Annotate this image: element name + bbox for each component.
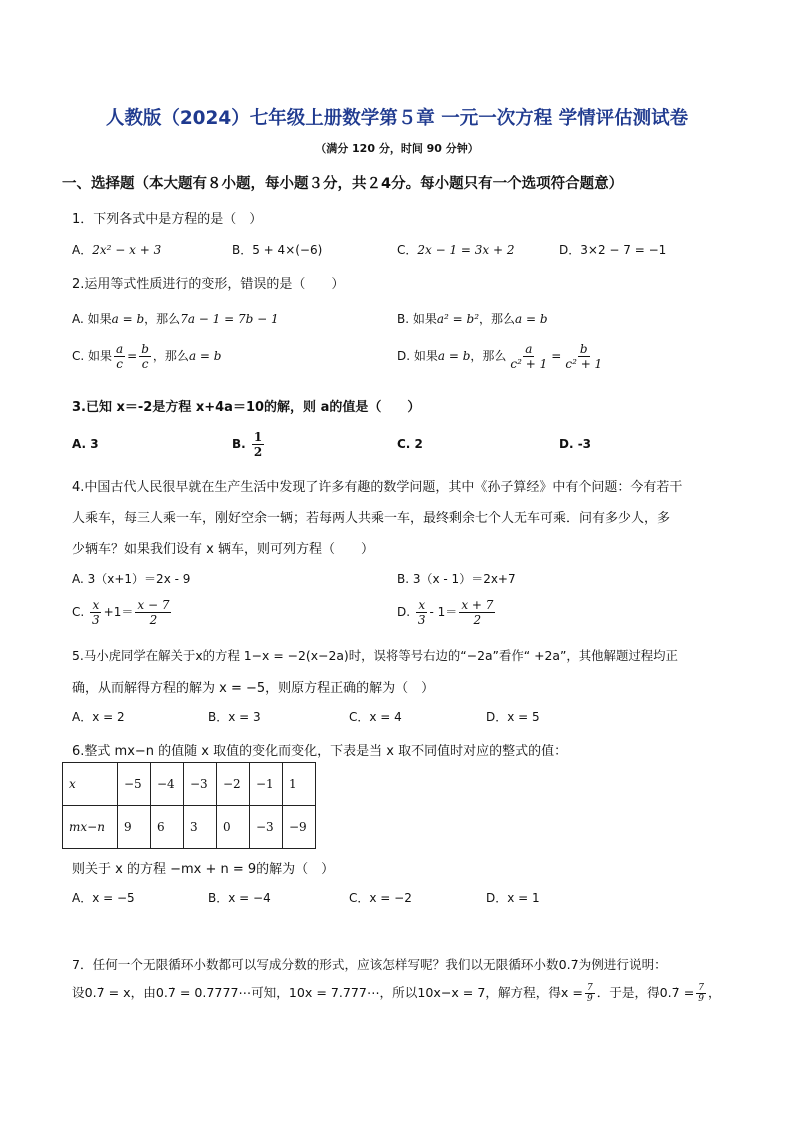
- table-cell: −3: [184, 763, 217, 806]
- q6-option-b: B．x = −4: [208, 891, 271, 905]
- question-5-line-1: 5.马小虎同学在解关于x的方程 1−x = −2(x−2a)时，误将等号右边的“−2a”看作“ +2a”，其他解题过程均正: [72, 648, 678, 663]
- page-title: 人教版（2024）七年级上册数学第５章 一元一次方程 学情评估测试卷: [105, 108, 689, 129]
- q1-option-a: A．2x² − x + 3: [72, 243, 162, 257]
- question-4-line-1: 4.中国古代人民很早就在生产生活中发现了许多有趣的数学问题，其中《孙子算经》中有个问题：今有若干: [72, 480, 683, 495]
- q3-option-b: B. $\frac{1}{2}$: [232, 430, 263, 459]
- section-heading: 一、选择题（本大题有８小题，每小题３分，共２4分。每小题只有一个选项符合题意）: [62, 176, 624, 192]
- question-5-line-2: 确，从而解得方程的解为 x = −5，则原方程正确的解为（ ）: [72, 681, 435, 696]
- q6-option-a: A．x = −5: [72, 891, 135, 905]
- q3-option-c: C. 2: [397, 437, 423, 451]
- q4-option-a: A. 3（x+1）＝2x - 9: [72, 572, 191, 586]
- question-7-line-1: 7．任何一个无限循环小数都可以写成分数的形式，应该怎样写呢？我们以无限循环小数0.7̇为例进行说明：: [72, 957, 667, 972]
- table-cell: −3: [250, 806, 283, 849]
- q4-option-d: D. $\frac{x}{3}$ - 1＝ $\frac{x + 7}{2}$: [397, 598, 494, 627]
- table-cell: −2: [217, 763, 250, 806]
- q6-option-d: D．x = 1: [486, 891, 540, 905]
- q2-option-a: A. 如果a = b，那么7a − 1 = 7b − 1: [72, 312, 279, 326]
- question-2-stem: 2.运用等式性质进行的变形，错误的是（ ）: [72, 277, 345, 292]
- table-cell: −5: [118, 763, 151, 806]
- q5-option-d: D．x = 5: [486, 710, 540, 724]
- q1-option-b: B．5 + 4×(−6): [232, 243, 323, 257]
- table-row: [63, 763, 316, 806]
- q6-option-c: C．x = −2: [349, 891, 412, 905]
- table-cell: 1: [283, 763, 316, 806]
- table-cell: −1: [250, 763, 283, 806]
- question-6-followup: 则关于 x 的方程 −mx + n = 9的解为（ ）: [72, 862, 335, 877]
- question-4-line-3: 少辆车？如果我们设有 x 辆车，则可列方程（ ）: [72, 542, 374, 557]
- value-table: [62, 762, 316, 849]
- table-row: [63, 806, 316, 849]
- page-subtitle: （满分 120 分，时间 90 分钟）: [315, 142, 479, 155]
- q1-option-d: D．3×2 − 7 = −1: [559, 243, 667, 257]
- table-cell: mx−n: [63, 806, 118, 849]
- table-cell: 0: [217, 806, 250, 849]
- table-cell: 6: [151, 806, 184, 849]
- q2-option-b: B. 如果a² = b²，那么a = b: [397, 312, 548, 326]
- q2-option-d: D. 如果a = b，那么 $\frac{a}{\text{c² + 1}}$ = $\frac{b}{\text{c² + 1}}$: [397, 342, 603, 371]
- table-cell: −9: [283, 806, 316, 849]
- table-cell: −4: [151, 763, 184, 806]
- table-cell: 3: [184, 806, 217, 849]
- q5-option-b: B．x = 3: [208, 710, 261, 724]
- question-4-line-2: 人乘车，每三人乘一车，刚好空余一辆；若每两人共乘一车，最终剩余七个人无车可乘．问有多少人，多: [72, 511, 671, 526]
- question-7-line-2: 设0.7̇ = x，由0.7̇ = 0.7777⋯可知，10x = 7.777⋯，所以10x−x = 7，解方程，得x = $\frac{7}{9}$ ．于是，得0.7̇ = $\frac{7}{9}$ ，: [72, 983, 721, 1004]
- question-3-stem: 3.已知 x＝-2是方程 x+4a＝10的解，则 a的值是（ ）: [72, 400, 421, 415]
- q1-option-c: C．2x − 1 = 3x + 2: [397, 243, 515, 257]
- q5-option-c: C．x = 4: [349, 710, 402, 724]
- table-cell: 9: [118, 806, 151, 849]
- q4-option-b: B. 3（x - 1）＝2x+7: [397, 572, 516, 586]
- q3-option-a: A. 3: [72, 437, 99, 451]
- q2-option-c: C. 如果 $\frac{a}{c}$ = $\frac{b}{c}$ ，那么a = b: [72, 342, 222, 371]
- table-cell: x: [63, 763, 118, 806]
- question-1-stem: 1．下列各式中是方程的是（ ）: [72, 212, 263, 227]
- question-6-stem: 6.整式 mx−n 的值随 x 取值的变化而变化，下表是当 x 取不同值时对应的整式的值：: [72, 744, 568, 759]
- q5-option-a: A．x = 2: [72, 710, 125, 724]
- q3-option-d: D. -3: [559, 437, 592, 451]
- q4-option-c: C. $\frac{x}{3}$ +1＝ $\frac{x - 7}{2}$: [72, 598, 170, 627]
